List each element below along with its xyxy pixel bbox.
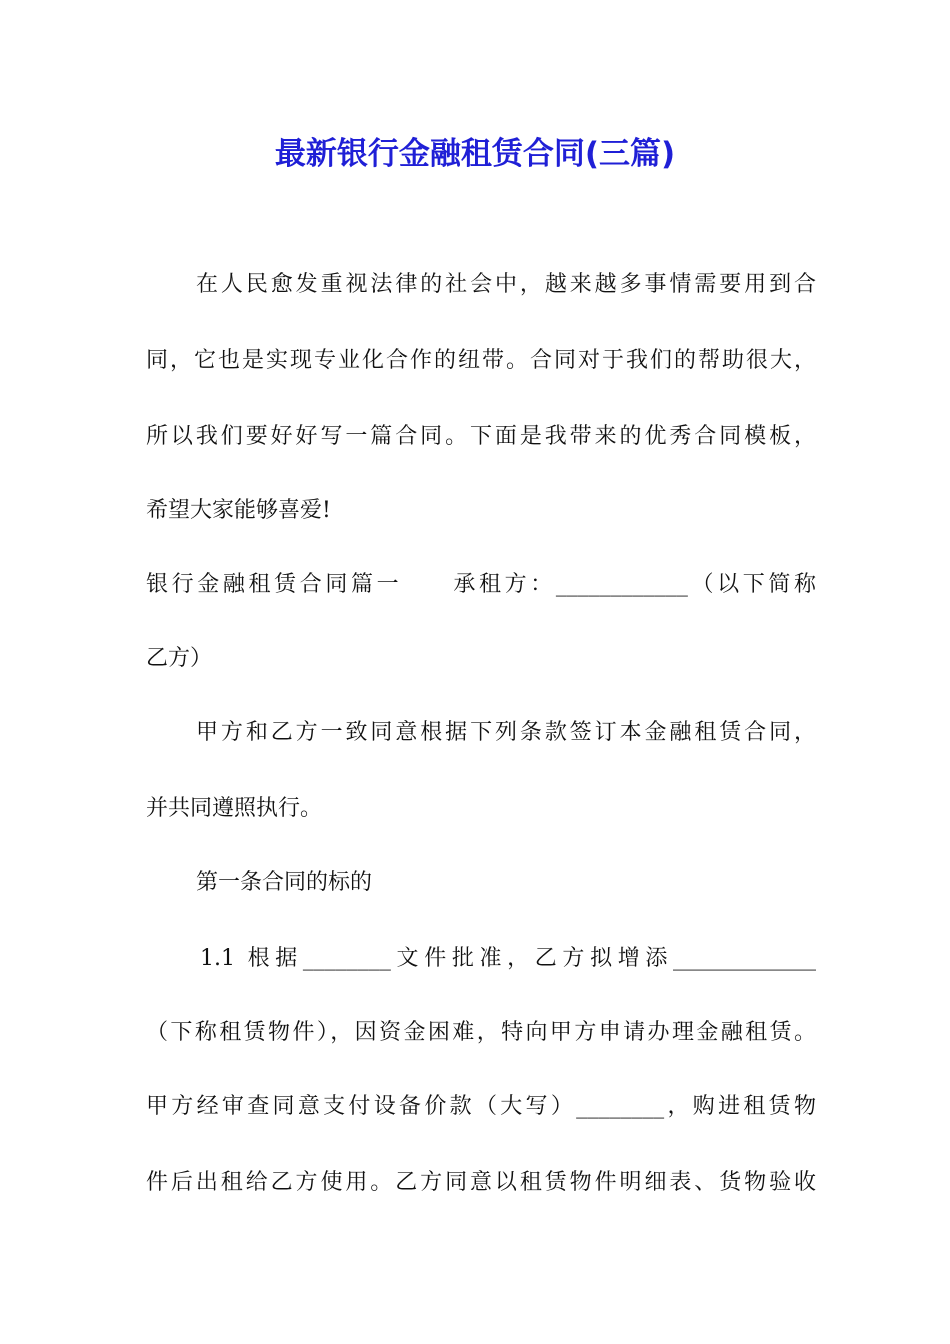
paragraph-line: 所以我们要好好写一篇合同。下面是我带来的优秀合同模板，: [146, 424, 816, 449]
article-heading: 第一条合同的标的: [196, 870, 373, 895]
paragraph-line: 甲方和乙方一致同意根据下列条款签订本金融租赁合同，: [196, 720, 816, 745]
section-heading-line: 银行金融租赁合同篇一 承租方：____________（以下简称: [146, 572, 816, 597]
paragraph-line: 希望大家能够喜爱!: [146, 498, 331, 523]
paragraph-line: 在人民愈发重视法律的社会中，越来越多事情需要用到合: [196, 272, 816, 297]
paragraph-line: 乙方）: [146, 646, 213, 671]
paragraph-line: 同，它也是实现专业化合作的纽带。合同对于我们的帮助很大，: [146, 348, 816, 373]
paragraph-line: 并共同遵照执行。: [146, 796, 323, 821]
document-title: 最新银行金融租赁合同(三篇): [274, 136, 676, 172]
paragraph-line: 件后出租给乙方使用。乙方同意以租赁物件明细表、货物验收: [146, 1170, 816, 1195]
paragraph-line: 甲方经审查同意支付设备价款（大写）________，购进租赁物: [146, 1094, 816, 1119]
paragraph-line: （下称租赁物件），因资金困难，特向甲方申请办理金融租赁。: [146, 1020, 816, 1045]
paragraph-line: 1.1 根据________文件批准，乙方拟增添_____________: [200, 946, 816, 971]
